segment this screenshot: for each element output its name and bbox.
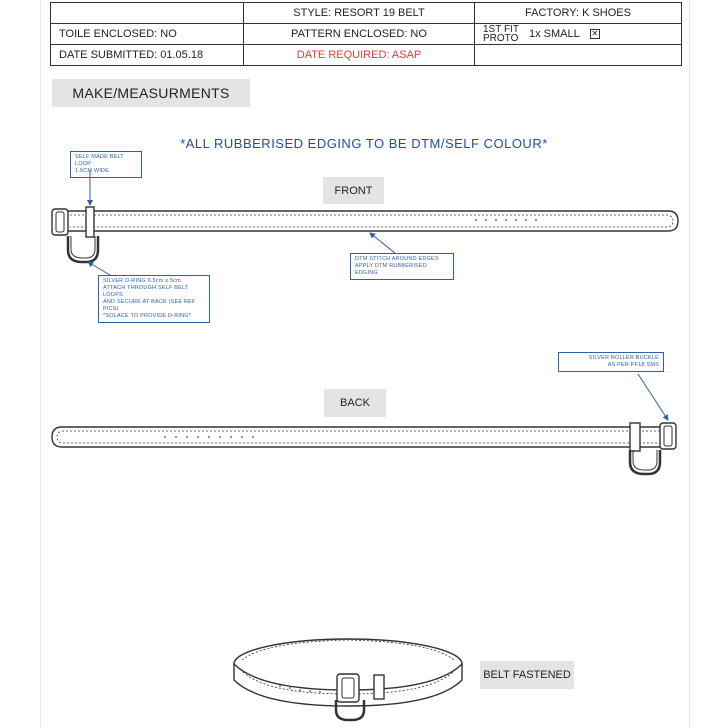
callout-line: APPLY DTM RUBBERISED EDGING [355, 263, 427, 276]
callout-line: 1.5CM WIDE [75, 168, 110, 174]
front-belt [52, 207, 678, 262]
back-label: BACK [324, 389, 386, 417]
date-required-cell: DATE REQUIRED: ASAP [244, 45, 475, 66]
callout-line: SILVER D-RING 6.5cm x 5cm [103, 278, 181, 284]
proto-label: 1ST FIT PROTO [483, 24, 519, 44]
checked-box-icon: ✕ [591, 29, 599, 38]
callout-line: *SOLACE TO PROVIDE D-RING* [103, 313, 192, 319]
callout-line: SILVER ROLLER BUCKLE [588, 355, 659, 361]
section-title: MAKE/MEASURMENTS [52, 79, 250, 107]
date-submitted-cell: DATE SUBMITTED: 01.05.18 [51, 45, 244, 66]
callout-line: AND SECURE AT BACK (SEE REF PICS) [103, 299, 196, 312]
belt-fastened-label: BELT FASTENED [480, 661, 574, 689]
proto-value: 1x SMALL [529, 28, 580, 40]
callout-line: SELF MADE BELT LOOP [75, 154, 124, 167]
front-label: FRONT [323, 177, 384, 204]
style-cell: STYLE: RESORT 19 BELT [244, 3, 475, 24]
fastened-belt [234, 639, 462, 720]
callout-line: ATTACH THROUGH SELF BELT LOOPS [103, 285, 189, 298]
callout-line: DTM STITCH AROUND EDGES [355, 256, 439, 262]
callout-line: AS PER PF18 SMS [607, 362, 659, 368]
back-belt [52, 423, 676, 474]
edging-note: *ALL RUBBERISED EDGING TO BE DTM/SELF COLOUR* [180, 136, 548, 151]
toile-cell: TOILE ENCLOSED: NO [51, 24, 244, 45]
pattern-cell: PATTERN ENCLOSED: NO [244, 24, 475, 45]
factory-cell: FACTORY: K SHOES [475, 3, 682, 24]
